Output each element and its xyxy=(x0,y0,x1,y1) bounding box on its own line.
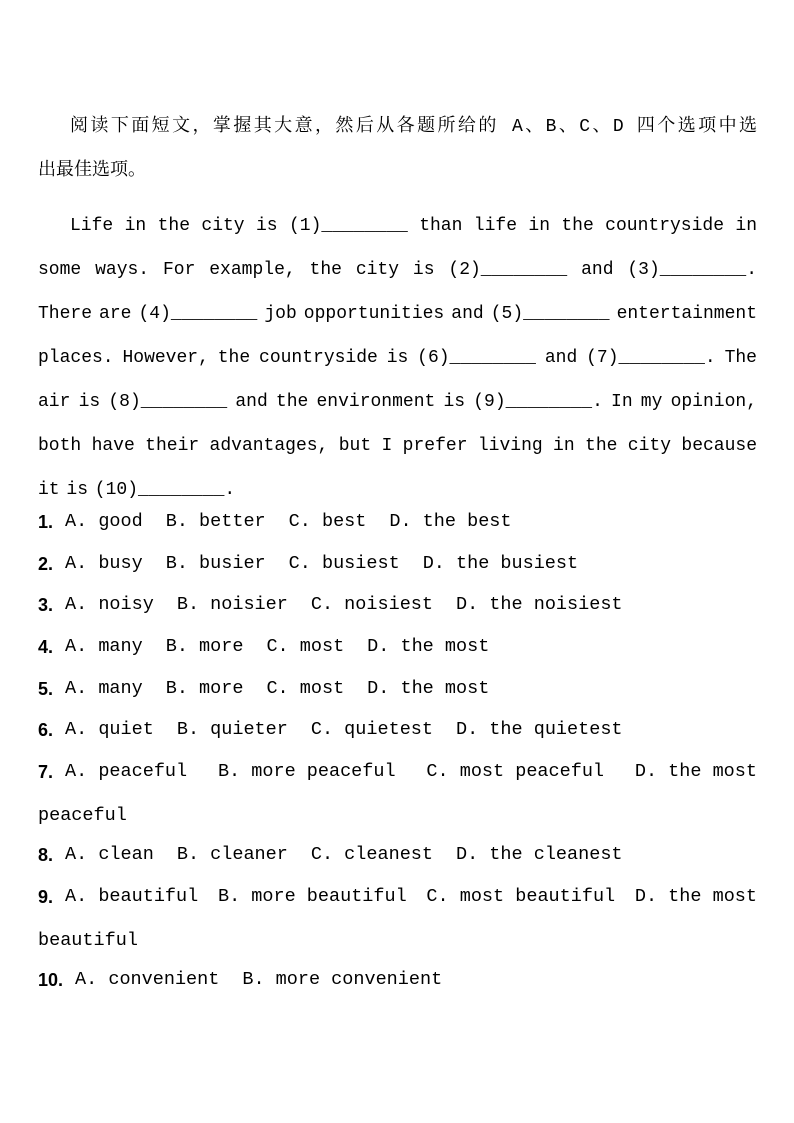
question-number: 7. xyxy=(38,762,54,782)
question-number: 9. xyxy=(38,887,54,907)
question-options xyxy=(65,552,578,576)
option-b: B. busier xyxy=(165,553,266,574)
option-c: C. most beautiful xyxy=(426,886,616,907)
question-9-continuation: beautiful xyxy=(38,930,138,951)
option-d: D. the busiest xyxy=(422,553,579,574)
question-2 xyxy=(38,552,757,576)
passage-line-6: both have their advantages, but I prefer living in the city because xyxy=(38,436,757,456)
question-1 xyxy=(38,510,757,534)
question-number: 8. xyxy=(38,845,54,865)
question-7-continuation: peaceful xyxy=(38,805,127,826)
option-c: C. noisiest xyxy=(310,594,433,615)
question-7 xyxy=(38,760,757,784)
question-6 xyxy=(38,718,757,742)
question-options xyxy=(65,760,757,784)
instruction-line-1: 阅读下面短文，掌握其大意，然后从各题所给的 A、B、C、D 四个选项中选 xyxy=(70,117,757,137)
option-a: A. many xyxy=(65,678,143,699)
option-a: A. convenient xyxy=(75,969,220,990)
option-c: C. cleanest xyxy=(310,844,433,865)
passage-line-4: places. However, the countryside is (6)________ and (7)________. The xyxy=(38,348,757,368)
option-c: C. best xyxy=(288,511,367,532)
option-b: B. cleaner xyxy=(176,844,288,865)
question-4 xyxy=(38,635,757,659)
option-d: D. the cleanest xyxy=(456,844,623,865)
option-a: A. peaceful xyxy=(65,761,188,782)
question-options xyxy=(65,885,757,909)
option-d: D. the best xyxy=(389,511,512,532)
question-9 xyxy=(38,885,757,909)
option-c: C. most peaceful xyxy=(426,761,605,782)
question-options xyxy=(65,677,489,701)
option-a: A. beautiful xyxy=(65,886,199,907)
option-b: B. more beautiful xyxy=(217,886,407,907)
question-options xyxy=(75,968,442,992)
option-a: A. good xyxy=(65,511,143,532)
question-5 xyxy=(38,677,757,701)
option-d: D. the noisiest xyxy=(456,594,623,615)
question-options xyxy=(65,510,511,534)
option-a: A. quiet xyxy=(65,719,154,740)
option-a: A. busy xyxy=(65,553,143,574)
question-number: 6. xyxy=(38,720,54,740)
question-number: 4. xyxy=(38,637,54,657)
question-options xyxy=(65,843,623,867)
question-number: 2. xyxy=(38,554,54,574)
option-d: D. the most xyxy=(634,761,757,782)
option-d: D. the most xyxy=(367,678,490,699)
passage-line-3: There are (4)________ job opportunities and (5)________ entertainment xyxy=(38,304,757,324)
option-a: A. clean xyxy=(65,844,154,865)
option-b: B. more xyxy=(165,636,244,657)
passage-line-7: it is (10)________. xyxy=(38,480,236,500)
option-c: C. quietest xyxy=(310,719,433,740)
option-b: B. noisier xyxy=(176,594,288,615)
option-d: D. the most xyxy=(367,636,490,657)
question-options xyxy=(65,593,623,617)
option-a: A. noisy xyxy=(65,594,154,615)
passage-line-1: Life in the city is (1)________ than life in the countryside in xyxy=(70,216,757,236)
option-c: C. busiest xyxy=(288,553,400,574)
option-c: C. most xyxy=(266,678,345,699)
question-number: 10. xyxy=(38,970,64,990)
question-options xyxy=(65,718,623,742)
option-d: D. the quietest xyxy=(456,719,623,740)
option-b: B. better xyxy=(165,511,266,532)
option-d: D. the most xyxy=(634,886,757,907)
question-3 xyxy=(38,593,757,617)
instruction-line-2: 出最佳选项。 xyxy=(38,161,146,181)
question-options xyxy=(65,635,489,659)
option-c: C. most xyxy=(266,636,345,657)
question-10 xyxy=(38,968,757,992)
question-8 xyxy=(38,843,757,867)
option-a: A. many xyxy=(65,636,143,657)
question-number: 3. xyxy=(38,595,54,615)
question-number: 1. xyxy=(38,512,54,532)
passage-line-2: some ways. For example, the city is (2)________ and (3)________. xyxy=(38,260,757,280)
option-b: B. more peaceful xyxy=(217,761,396,782)
question-number: 5. xyxy=(38,679,54,699)
option-b: B. quieter xyxy=(176,719,288,740)
option-b: B. more xyxy=(165,678,244,699)
passage-line-5: air is (8)________ and the environment is (9)________. In my opinion, xyxy=(38,392,757,412)
option-b: B. more convenient xyxy=(242,969,443,990)
